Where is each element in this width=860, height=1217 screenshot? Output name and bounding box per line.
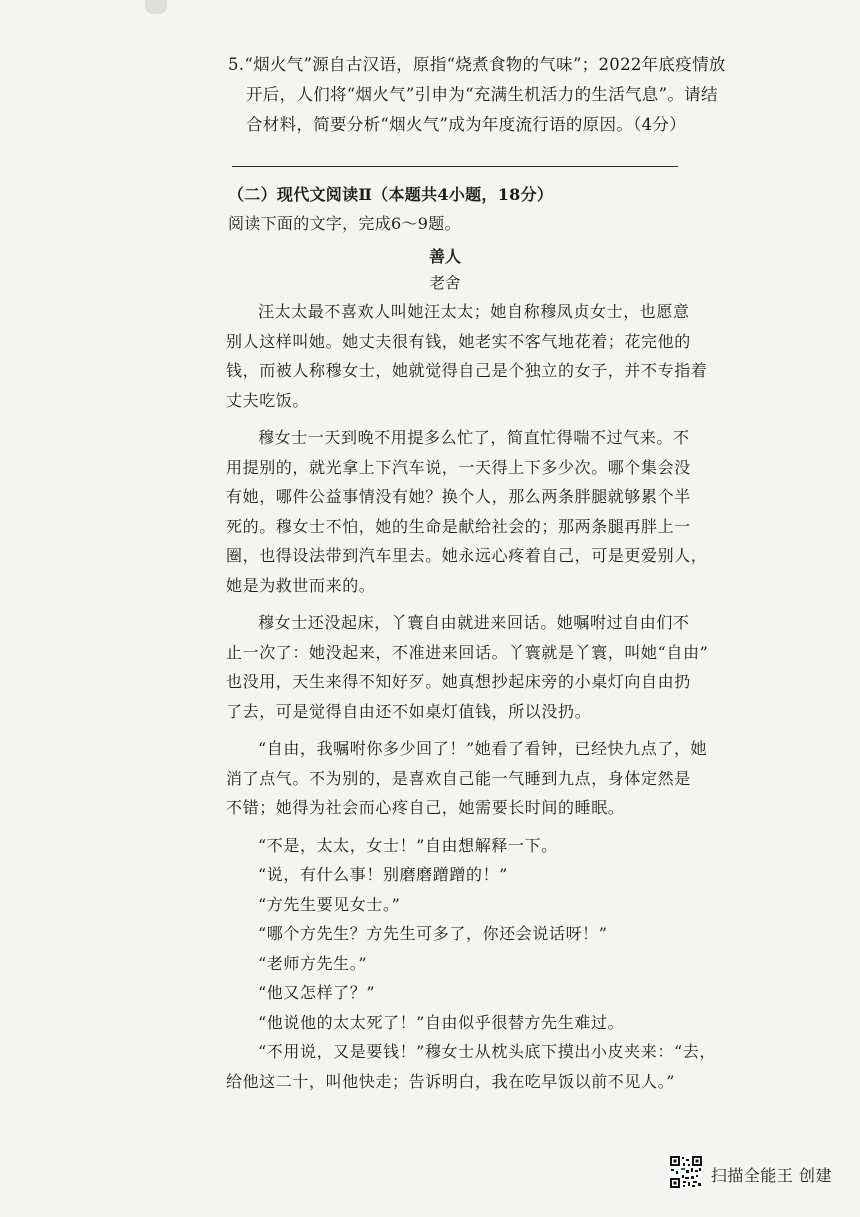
paragraph-1-line-2: 别人这样叫她。她丈夫很有钱，她老实不客气地花着；花完他的	[226, 331, 691, 351]
section-title: （二）现代文阅读Ⅱ（本题共4小题，18分）	[228, 185, 554, 204]
paragraph-1-line-4: 丈夫吃饭。	[226, 390, 310, 410]
paragraph-2-line-4: 死的。穆女士不怕，她的生命是献给社会的；那两条腿再胖上一	[226, 516, 691, 536]
dialog-line-2: “说，有什么事！别磨磨蹭蹭的！”	[258, 865, 508, 884]
question-5	[228, 50, 726, 140]
dialog-line-5: “老师方先生。”	[258, 953, 368, 973]
dialog-line-6: “他又怎样了？”	[258, 983, 376, 1002]
question-5-line-1: 5.“烟火气”源自古汉语，原指“烧煮食物的气味”；2022年底疫情放	[228, 55, 726, 74]
story-author: 老舍	[429, 274, 461, 292]
dialog-line-1: “不是，太太，女士！”自由想解释一下。	[258, 835, 558, 855]
answer-line	[232, 166, 678, 167]
reading-instruction: 阅读下面的文字，完成6～9题。	[228, 214, 461, 233]
qr-code-icon	[669, 1155, 703, 1193]
last-paragraph-line-1: “不用说，又是要钱！”穆女士从枕头底下摸出小皮夹来：“去，	[258, 1042, 716, 1061]
scan-artifact	[145, 0, 167, 14]
question-5-line-2: 开后，人们将“烟火气”引申为“充满生机活力的生活气息”。请结	[246, 85, 718, 104]
paragraph-1-line-1: 汪太太最不喜欢人叫她汪太太；她自称穆凤贞女士，也愿意	[258, 302, 690, 321]
paragraph-2-line-1: 穆女士一天到晚不用提多么忙了，简直忙得喘不过气来。不	[258, 428, 690, 447]
paragraph-3-line-3: 也没用，天生来得不知好歹。她真想抄起床旁的小桌灯向自由扔	[226, 672, 691, 691]
scanner-watermark	[669, 1155, 832, 1193]
dialog-line-7: “他说他的太太死了！”自由似乎很替方先生难过。	[258, 1012, 625, 1032]
paragraph-2-line-5: 圈，也得设法带到汽车里去。她永远心疼着自己，可是更爱别人，	[226, 546, 708, 565]
paragraph-3-line-4: 了去，可是觉得自由还不如桌灯值钱，所以没扔。	[226, 701, 592, 721]
paragraph-2-line-3: 有她，哪件公益事情没有她？换个人，那么两条胖腿就够累个半	[226, 487, 691, 506]
paragraph-2-line-2: 用提别的，就光拿上下汽车说，一天得上下多少次。哪个集会没	[226, 457, 691, 477]
dialog-line-4: “哪个方先生？方先生可多了，你还会说话呀！”	[258, 924, 608, 943]
question-5-line-3: 合材料，简要分析“烟火气”成为年度流行语的原因。（4分）	[246, 115, 687, 134]
paragraph-3-line-1: 穆女士还没起床，丫寰自由就进来回话。她嘱咐过自由们不	[258, 613, 690, 632]
paragraph-3-line-2: 止一次了：她没起来，不准进来回话。丫寰就是丫寰，叫她“自由”	[226, 642, 709, 662]
story-body	[226, 297, 716, 1096]
paragraph-4-line-1: “自由，我嘱咐你多少回了！”她看了看钟，已经快九点了，她	[258, 739, 708, 758]
last-paragraph-line-2: 给他这二十，叫他快走；告诉明白，我在吃早饭以前不见人。”	[226, 1071, 675, 1091]
paragraph-2-line-6: 她是为救世而来的。	[226, 575, 376, 595]
paragraph-1-line-3: 钱，而被人称穆女士，她就觉得自己是个独立的女子，并不专指着	[226, 361, 708, 380]
paragraph-4-line-3: 不错；她得为社会而心疼自己，她需要长时间的睡眠。	[226, 798, 625, 817]
dialog-line-3: “方先生要见女士。”	[258, 894, 401, 914]
scanner-watermark-label: 扫描全能王 创建	[710, 1165, 832, 1185]
story-title: 善人	[428, 247, 461, 266]
paragraph-4-line-2: 消了点气。不为别的，是喜欢自己能一气睡到九点，身体定然是	[226, 768, 691, 788]
